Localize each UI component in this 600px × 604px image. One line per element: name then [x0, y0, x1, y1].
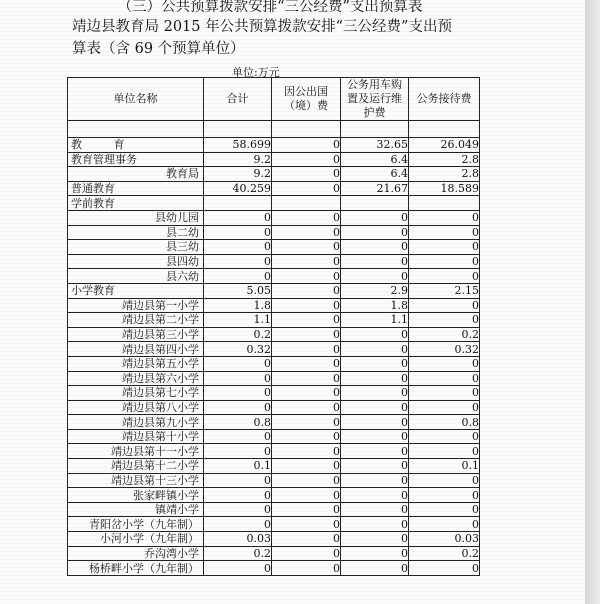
total-cell: 0: [204, 225, 272, 240]
overseas-cell: 0: [272, 254, 341, 269]
total-cell: 0: [204, 371, 272, 386]
vehicle-cell: 6.4: [341, 167, 409, 182]
overseas-cell: 0: [272, 517, 341, 532]
reception-cell: 0.2: [409, 546, 480, 561]
table-row: [68, 313, 480, 328]
table-row: [68, 429, 480, 444]
overseas-cell: 0: [272, 473, 341, 488]
overseas-cell: 0: [272, 546, 341, 561]
total-cell: 0: [204, 254, 272, 269]
col-header-vehicle-text: 公务用车购置及运行维护费: [347, 78, 402, 119]
overseas-cell: 0: [272, 313, 341, 328]
total-cell: [204, 196, 272, 211]
total-cell: 0: [204, 429, 272, 444]
total-cell: 0: [204, 561, 272, 576]
total-cell: 0.1: [204, 459, 272, 474]
table-row: [68, 400, 480, 415]
total-cell: 1.1: [204, 313, 272, 328]
overseas-cell: 0: [272, 459, 341, 474]
reception-cell: 0: [409, 313, 480, 328]
unit-name-cell: 靖边县第十一小学: [68, 444, 204, 459]
unit-name-cell: 靖边县第八小学: [68, 400, 204, 415]
reception-cell: 0.1: [409, 459, 480, 474]
unit-name-cell: 县幼儿园: [68, 210, 204, 225]
total-cell: 0.03: [204, 532, 272, 547]
reception-cell: 26.049: [409, 138, 480, 153]
total-cell: 0: [204, 386, 272, 401]
unit-name-cell: 县六幼: [68, 269, 204, 284]
reception-cell: 0: [409, 429, 480, 444]
overseas-cell: 0: [272, 283, 341, 298]
unit-name-cell: 靖边县第六小学: [68, 371, 204, 386]
table-row: [68, 561, 480, 576]
header-row: [68, 78, 480, 121]
reception-cell: 0: [409, 298, 480, 313]
vehicle-cell: 0: [341, 517, 409, 532]
table-row: [68, 356, 480, 371]
table-row: [68, 342, 480, 357]
vehicle-cell: 0: [341, 240, 409, 255]
title-line-2: 靖边县教育局 2015 年公共预算拨款安排“三公经费”支出预: [72, 19, 452, 35]
reception-cell: 0: [409, 517, 480, 532]
total-cell: 0: [204, 240, 272, 255]
unit-name-cell: 靖边县第十小学: [68, 429, 204, 444]
reception-cell: 0: [409, 240, 480, 255]
vehicle-cell: 2.9: [341, 283, 409, 298]
reception-cell: [409, 196, 480, 211]
col-header-total: 合计: [204, 78, 272, 121]
total-cell: 0: [204, 269, 272, 284]
unit-name-cell: 县四幼: [68, 254, 204, 269]
vehicle-cell: 0: [341, 502, 409, 517]
overseas-cell: 0: [272, 502, 341, 517]
overseas-cell: 0: [272, 167, 341, 182]
overseas-cell: 0: [272, 415, 341, 430]
table-row: [68, 546, 480, 561]
reception-cell: 2.15: [409, 283, 480, 298]
reception-cell: 0.8: [409, 415, 480, 430]
overseas-cell: 0: [272, 532, 341, 547]
table-row: [68, 459, 480, 474]
total-cell: 0: [204, 488, 272, 503]
unit-name-cell: 杨桥畔小学（九年制）: [68, 561, 204, 576]
vehicle-cell: 0: [341, 488, 409, 503]
total-cell: 1.8: [204, 298, 272, 313]
overseas-cell: 0: [272, 152, 341, 167]
unit-name-cell: 普通教育: [68, 181, 204, 196]
overseas-cell: 0: [272, 400, 341, 415]
total-cell: 0.8: [204, 415, 272, 430]
vehicle-cell: 21.67: [341, 181, 409, 196]
vehicle-cell: 0: [341, 459, 409, 474]
unit-name-cell: 小河小学（九年制）: [68, 532, 204, 547]
title-line-1: （三）公共预算拨款安排“三公经费”支出预算表: [117, 0, 423, 15]
overseas-cell: 0: [272, 210, 341, 225]
reception-cell: 0: [409, 210, 480, 225]
table-row: [68, 415, 480, 430]
vehicle-cell: 1.1: [341, 313, 409, 328]
table-row: [68, 502, 480, 517]
vehicle-cell: 0: [341, 386, 409, 401]
unit-name-cell: 镇靖小学: [68, 502, 204, 517]
total-cell: 5.05: [204, 283, 272, 298]
overseas-cell: 0: [272, 488, 341, 503]
overseas-cell: 0: [272, 269, 341, 284]
table-row: [68, 167, 480, 182]
table-row: [68, 152, 480, 167]
total-cell: 0: [204, 210, 272, 225]
unit-name-cell: 靖边县第四小学: [68, 342, 204, 357]
title-line-3: 算表（含 69 个预算单位）: [72, 41, 245, 57]
table-row: [68, 225, 480, 240]
reception-cell: 0: [409, 254, 480, 269]
total-cell: 58.699: [204, 138, 272, 153]
table-row: [68, 473, 480, 488]
unit-name-cell: 教 育: [68, 138, 204, 153]
table-row: [68, 181, 480, 196]
unit-name-cell: 县二幼: [68, 225, 204, 240]
table-row: [68, 532, 480, 547]
reception-cell: 0: [409, 473, 480, 488]
reception-cell: 0: [409, 444, 480, 459]
vehicle-cell: 0: [341, 546, 409, 561]
unit-name-cell: 靖边县第一小学: [68, 298, 204, 313]
reception-cell: 0: [409, 225, 480, 240]
budget-table: [67, 77, 480, 576]
vehicle-cell: 0: [341, 371, 409, 386]
vehicle-cell: 0: [341, 444, 409, 459]
vehicle-cell: 0: [341, 210, 409, 225]
col-header-vehicle: [341, 78, 409, 121]
reception-cell: 0: [409, 561, 480, 576]
total-cell: 0: [204, 444, 272, 459]
vehicle-cell: 0: [341, 561, 409, 576]
vehicle-cell: 0: [341, 473, 409, 488]
table-row: [68, 298, 480, 313]
overseas-cell: 0: [272, 561, 341, 576]
overseas-cell: [272, 196, 341, 211]
table-row: [68, 283, 480, 298]
unit-name-cell: 靖边县第九小学: [68, 415, 204, 430]
reception-cell: 0.03: [409, 532, 480, 547]
col-header-overseas: [272, 78, 341, 121]
reception-cell: 0: [409, 502, 480, 517]
vehicle-cell: 0: [341, 254, 409, 269]
overseas-cell: 0: [272, 240, 341, 255]
vehicle-cell: 0: [341, 342, 409, 357]
table-row: [68, 210, 480, 225]
vehicle-cell: 32.65: [341, 138, 409, 153]
total-cell: 0.32: [204, 342, 272, 357]
table-row: [68, 254, 480, 269]
total-cell: 0: [204, 517, 272, 532]
vehicle-cell: 0: [341, 429, 409, 444]
table-row: [68, 488, 480, 503]
unit-name-cell: 靖边县第五小学: [68, 356, 204, 371]
unit-name-cell: 张家畔镇小学: [68, 488, 204, 503]
vehicle-cell: 0: [341, 356, 409, 371]
unit-name-cell: 靖边县第二小学: [68, 313, 204, 328]
vehicle-cell: 1.8: [341, 298, 409, 313]
unit-name-cell: 小学教育: [68, 283, 204, 298]
unit-label: 单位:万元: [232, 66, 280, 79]
overseas-cell: 0: [272, 327, 341, 342]
table-row: [68, 444, 480, 459]
overseas-cell: 0: [272, 181, 341, 196]
unit-name-cell: 靖边县第十二小学: [68, 459, 204, 474]
unit-name-cell: 靖边县第十三小学: [68, 473, 204, 488]
blank-row: [68, 121, 480, 138]
table-row: [68, 517, 480, 532]
vehicle-cell: 0: [341, 225, 409, 240]
col-header-unit-name: 单位名称: [68, 78, 204, 121]
total-cell: 9.2: [204, 167, 272, 182]
table-row: [68, 196, 480, 211]
table-row: [68, 138, 480, 153]
col-header-reception: 公务接待费: [409, 78, 480, 121]
vehicle-cell: 6.4: [341, 152, 409, 167]
overseas-cell: 0: [272, 371, 341, 386]
overseas-cell: 0: [272, 225, 341, 240]
reception-cell: 18.589: [409, 181, 480, 196]
total-cell: 40.259: [204, 181, 272, 196]
unit-name-cell: 青阳岔小学（九年制）: [68, 517, 204, 532]
reception-cell: 0: [409, 386, 480, 401]
table-row: [68, 240, 480, 255]
total-cell: 0.2: [204, 546, 272, 561]
vehicle-cell: 0: [341, 327, 409, 342]
reception-cell: 0: [409, 356, 480, 371]
reception-cell: 0: [409, 269, 480, 284]
unit-name-cell: 靖边县第三小学: [68, 327, 204, 342]
total-cell: 0: [204, 356, 272, 371]
col-header-overseas-text: 因公出国（境）费: [284, 85, 328, 112]
table-row: [68, 386, 480, 401]
unit-name-cell: 县三幼: [68, 240, 204, 255]
vehicle-cell: [341, 196, 409, 211]
overseas-cell: 0: [272, 386, 341, 401]
total-cell: 0: [204, 473, 272, 488]
total-cell: 0: [204, 400, 272, 415]
reception-cell: 2.8: [409, 152, 480, 167]
page-edge: [585, 0, 600, 604]
overseas-cell: 0: [272, 298, 341, 313]
vehicle-cell: 0: [341, 532, 409, 547]
reception-cell: 0.32: [409, 342, 480, 357]
table-row: [68, 269, 480, 284]
table-row: [68, 371, 480, 386]
overseas-cell: 0: [272, 138, 341, 153]
unit-name-cell: 靖边县第七小学: [68, 386, 204, 401]
unit-name-cell: 乔沟湾小学: [68, 546, 204, 561]
unit-name-cell: 学前教育: [68, 196, 204, 211]
vehicle-cell: 0: [341, 400, 409, 415]
unit-name-cell: 教育管理事务: [68, 152, 204, 167]
reception-cell: 0: [409, 371, 480, 386]
total-cell: 9.2: [204, 152, 272, 167]
total-cell: 0.2: [204, 327, 272, 342]
total-cell: 0: [204, 502, 272, 517]
reception-cell: 2.8: [409, 167, 480, 182]
table-row: [68, 327, 480, 342]
overseas-cell: 0: [272, 342, 341, 357]
overseas-cell: 0: [272, 356, 341, 371]
unit-name-cell: 教育局: [68, 167, 204, 182]
overseas-cell: 0: [272, 429, 341, 444]
overseas-cell: 0: [272, 444, 341, 459]
vehicle-cell: 0: [341, 269, 409, 284]
reception-cell: 0.2: [409, 327, 480, 342]
reception-cell: 0: [409, 400, 480, 415]
vehicle-cell: 0: [341, 415, 409, 430]
reception-cell: 0: [409, 488, 480, 503]
